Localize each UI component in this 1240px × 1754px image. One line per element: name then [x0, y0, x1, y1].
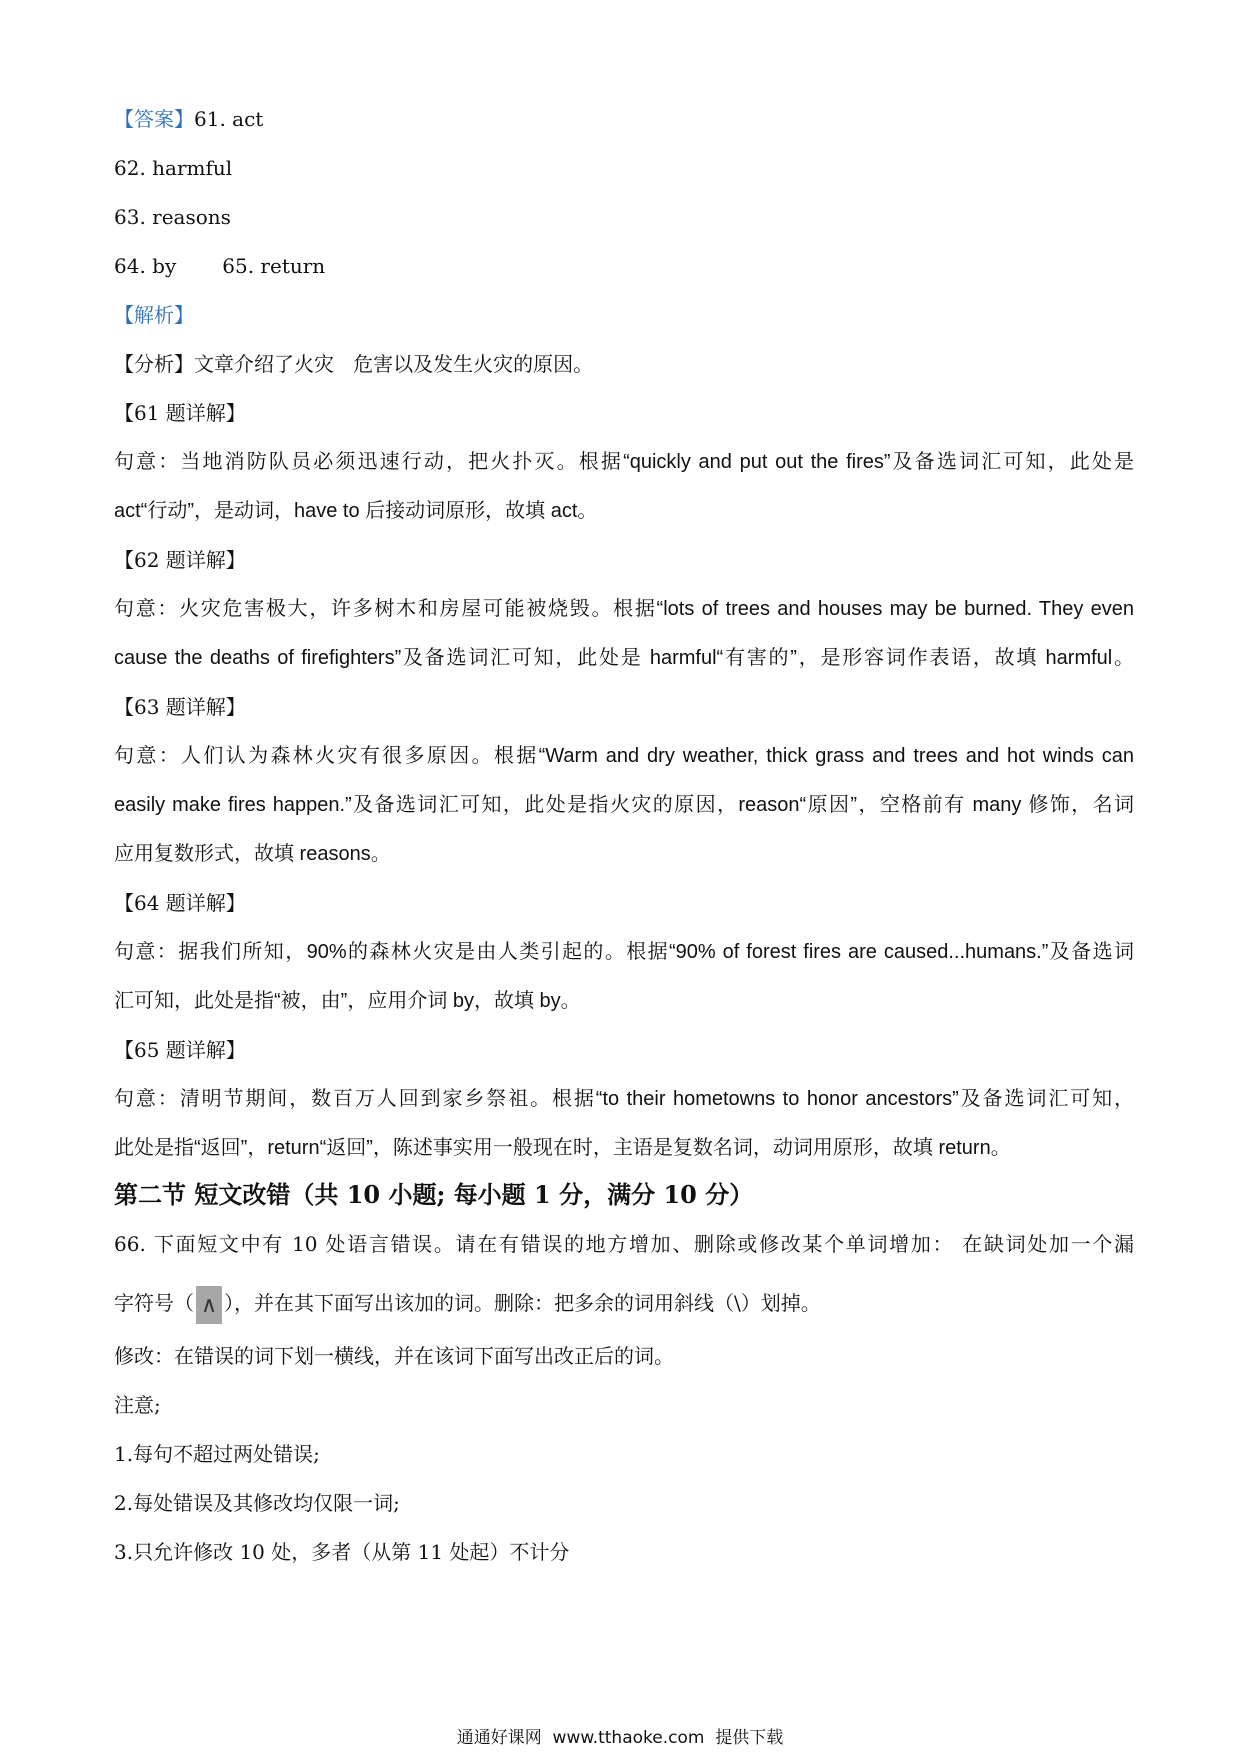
q66-line2-after: ），并在其下面写出该加的词。删除：把多余的词用斜线（\）划掉。 — [224, 1291, 821, 1315]
section-title: 第二节 短文改错（共 10 小题; 每小题 1 分，满分 10 分） — [114, 1180, 754, 1209]
q65-line2: 此处是指“返回”，return“返回”，陈述事实用一般现在时，主语是复数名词，动词用原形，故填 return。 — [114, 1137, 1011, 1159]
q66-line1: 66. 下面短文中有 10 处语言错误。请在有错误的地方增加、删除或修改某个单词增加： 在缺词处加一个漏 — [114, 1232, 1134, 1256]
q66-rule1: 1.每句不超过两处错误; — [114, 1442, 320, 1466]
answer-62: 62. harmful — [114, 156, 233, 180]
q61-line1: 句意：当地消防队员必须迅速行动，把火扑灭。根据“quickly and put out the fires”及备选词汇可知，此处是 — [114, 451, 1134, 473]
answer-64: 64. by — [114, 254, 177, 278]
answer-label: 【答案】 — [114, 107, 194, 131]
answer-line-61 — [114, 106, 1134, 132]
q66-line2-before: 字符号（ — [114, 1291, 194, 1315]
q63-line2: easily make fires happen.”及备选词汇可知，此处是指火灾的原因，reason“原因”，空格前有 many 修饰，名词 — [114, 794, 1134, 816]
q62-header: 【62 题详解】 — [114, 548, 246, 572]
q64-header: 【64 题详解】 — [114, 891, 246, 915]
answer-line-64-65 — [114, 253, 1134, 279]
q66-note: 注意; — [114, 1393, 161, 1417]
q65-line1: 句意：清明节期间，数百万人回到家乡祭祖。根据“to their hometowns to honor ancestors”及备选词汇可知， — [114, 1088, 1134, 1110]
answer-61: 61. act — [194, 107, 264, 131]
q63-header: 【63 题详解】 — [114, 695, 246, 719]
q66-rule3: 3.只允许修改 10 处，多者（从第 11 处起）不计分 — [114, 1540, 570, 1564]
q63-line1: 句意：人们认为森林火灾有很多原因。根据“Warm and dry weather, thick grass and trees and hot winds can — [114, 745, 1134, 767]
q61-line2: act“行动”，是动词，have to 后接动词原形，故填 act。 — [114, 500, 598, 522]
page-footer: 通通好课网 www.tthaoke.com 提供下载 — [456, 1728, 784, 1748]
answer-63: 63. reasons — [114, 205, 231, 229]
q62-line2: cause the deaths of firefighters”及备选词汇可知，此处是 harmful“有害的”，是形容词作表语，故填 harmful。 — [114, 647, 1134, 669]
q64-line1: 句意：据我们所知，90%的森林火灾是由人类引起的。根据“90% of forest fires are caused...humans.”及备选词 — [114, 941, 1134, 963]
q64-line2: 汇可知，此处是指“被，由”，应用介词 by，故填 by。 — [114, 990, 581, 1012]
q66-line3: 修改：在错误的词下划一横线，并在该词下面写出改正后的词。 — [114, 1344, 674, 1368]
q61-header: 【61 题详解】 — [114, 401, 246, 425]
q62-line1: 句意：火灾危害极大，许多树木和房屋可能被烧毁。根据“lots of trees and houses may be burned. They even — [114, 598, 1134, 620]
summary-label: 【分析】 — [114, 352, 194, 376]
q65-header: 【65 题详解】 — [114, 1038, 246, 1062]
summary-text: 文章介绍了火灾 危害以及发生火灾的原因。 — [194, 352, 594, 376]
q66-rule2: 2.每处错误及其修改均仅限一词; — [114, 1491, 400, 1515]
summary-line — [114, 351, 1134, 377]
analysis-label: 【解析】 — [114, 303, 194, 327]
q63-line3: 应用复数形式，故填 reasons。 — [114, 843, 391, 865]
q66-line2 — [114, 1283, 1134, 1323]
caret-symbol-icon: ∧ — [196, 1286, 222, 1324]
answer-65: 65. return — [222, 254, 326, 278]
